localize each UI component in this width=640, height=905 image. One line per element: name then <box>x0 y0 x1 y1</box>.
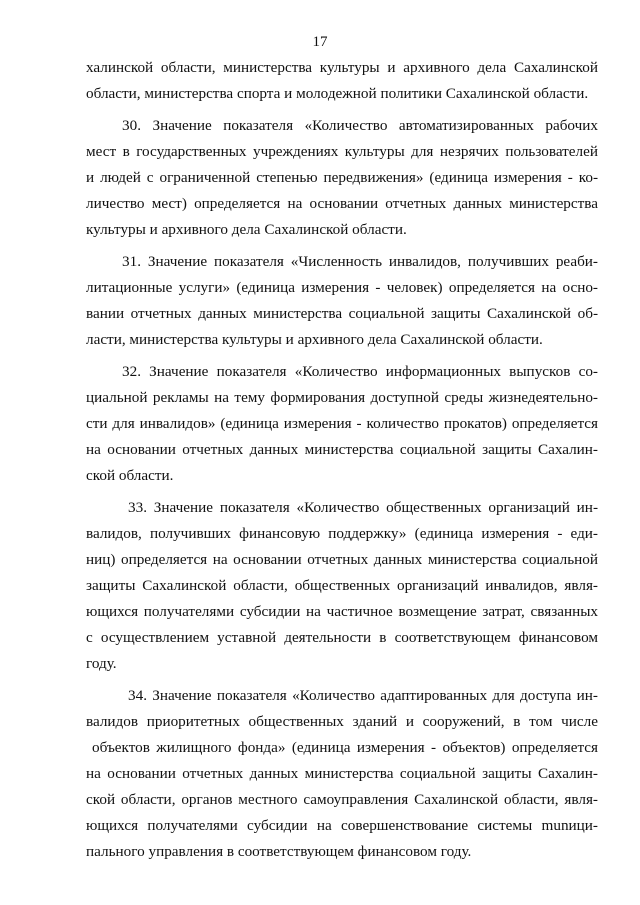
text-line: с осуществлением уставной деятельности в соответствующем финансовом <box>86 629 598 646</box>
text-line: 31. Значение показателя «Численность инвалидов, получивших реаби- <box>122 253 598 270</box>
text-line: халинской области, министерства культуры и архивного дела Сахалинской <box>86 59 598 76</box>
text-line: 33. Значение показателя «Количество общественных организаций ин- <box>128 499 598 516</box>
text-line: 30. Значение показателя «Количество автоматизированных рабочих <box>122 117 598 134</box>
text-line: личество мест) определяется на основании отчетных данных министерства <box>86 195 598 212</box>
paragraph-item-34 <box>86 683 598 865</box>
text-line: циальной рекламы на тему формирования доступной среды жизнедеятельно- <box>86 389 598 406</box>
text-line: валидов приоритетных общественных зданий и сооружений, в том числе <box>86 713 598 730</box>
text-line: мест в государственных учреждениях культуры для незрячих пользователей <box>86 143 598 160</box>
text-line: на основании отчетных данных министерства социальной защиты Сахалин- <box>86 441 598 458</box>
text-line: на основании отчетных данных министерства социальной защиты Сахалин- <box>86 765 598 782</box>
text-line: ниц) определяется на основании отчетных данных министерства социальной <box>86 551 598 568</box>
text-line: 32. Значение показателя «Количество информационных выпусков со- <box>122 363 598 380</box>
text-line: ющихся получателями субсидии на частичное возмещение затрат, связанных <box>86 603 598 620</box>
text-line: пального управления в соответствующем финансовом году. <box>86 843 472 860</box>
paragraph-item-32 <box>86 359 598 489</box>
text-line: сти для инвалидов» (единица измерения - количество прокатов) определяется <box>86 415 598 432</box>
text-line: валидов, получивших финансовую поддержку» (единица измерения - еди- <box>86 525 598 542</box>
text-line: вании отчетных данных министерства социальной защиты Сахалинской об- <box>86 305 598 322</box>
text-line: области, министерства спорта и молодежной политики Сахалинской области. <box>86 85 589 102</box>
text-line: ской области, органов местного самоуправления Сахалинской области, явля- <box>86 791 598 808</box>
paragraph-item-31 <box>86 249 598 353</box>
paragraph-continuation <box>86 55 598 107</box>
text-line: ласти, министерства культуры и архивного дела Сахалинской области. <box>86 331 543 348</box>
text-line: и людей с ограниченной степенью передвижения» (единица измерения - ко- <box>86 169 598 186</box>
text-line: году. <box>86 655 117 672</box>
paragraph-item-33 <box>86 495 598 677</box>
paragraph-item-30 <box>86 113 598 243</box>
text-line: ющихся получателями субсидии на совершенствование системы munици- <box>86 817 598 834</box>
text-line: защиты Сахалинской области, общественных организаций инвалидов, явля- <box>86 577 598 594</box>
text-line: объектов жилищного фонда» (единица измерения - объектов) определяется <box>92 739 598 756</box>
text-line: литационные услуги» (единица измерения - человек) определяется на осно- <box>86 279 598 296</box>
page-number: 17 <box>312 34 328 50</box>
text-line: культуры и архивного дела Сахалинской области. <box>86 221 407 238</box>
text-line: ской области. <box>86 467 174 484</box>
document-body <box>86 55 598 865</box>
text-line: 34. Значение показателя «Количество адаптированных для доступа ин- <box>128 687 598 704</box>
